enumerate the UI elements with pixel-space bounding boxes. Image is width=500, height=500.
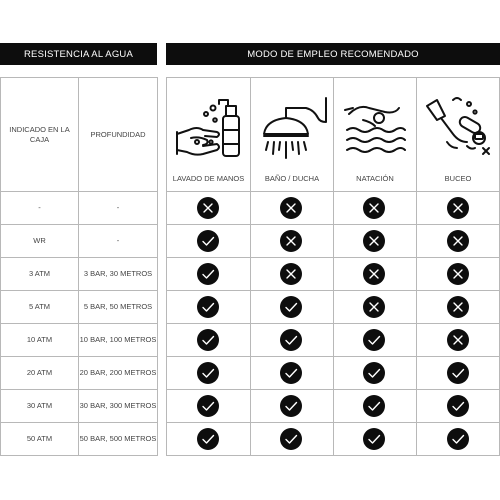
x-icon [447,329,469,351]
check-icon [447,428,469,450]
check-icon [280,329,302,351]
check-icon [280,395,302,417]
activity-label-hand-washing: LAVADO DE MANOS [172,174,245,184]
check-icon [197,263,219,285]
x-icon [280,230,302,252]
check-icon [363,428,385,450]
row-depth-cell: 20 BAR, 200 METROS [79,368,157,378]
check-icon [363,329,385,351]
row-indicated-cell: 10 ATM [26,335,53,345]
activity-label-diving: BUCEO [444,174,472,184]
row-indicated-cell: - [38,203,41,213]
check-icon [197,230,219,252]
x-icon [447,230,469,252]
check-icon [197,329,219,351]
x-icon [280,197,302,219]
recommended-use-header: MODO DE EMPLEO RECOMENDADO [166,43,500,65]
check-icon [447,395,469,417]
x-icon [447,197,469,219]
check-icon [363,362,385,384]
activity-label-shower: BAÑO / DUCHA [264,174,320,184]
x-icon [363,296,385,318]
diving-icon [423,92,495,164]
water-resistance-header: RESISTENCIA AL AGUA [0,43,157,65]
swimming-icon [339,92,411,164]
row-depth-cell: 10 BAR, 100 METROS [79,335,157,345]
check-icon [197,362,219,384]
depth-column-header: PROFUNDIDAD [90,129,146,139]
check-icon [280,428,302,450]
row-depth-cell: 5 BAR, 50 METROS [83,302,153,312]
check-icon [197,428,219,450]
check-icon [280,362,302,384]
check-icon [363,395,385,417]
row-depth-cell: 50 BAR, 500 METROS [79,434,157,444]
x-icon [447,296,469,318]
row-depth-cell: 30 BAR, 300 METROS [79,401,157,411]
row-indicated-cell: 3 ATM [28,269,51,279]
x-icon [363,263,385,285]
check-icon [197,296,219,318]
row-depth-cell: 3 BAR, 30 METROS [83,269,153,279]
x-icon [363,230,385,252]
row-depth-cell: - [116,236,120,246]
hand-washing-icon [173,92,245,164]
x-icon [280,263,302,285]
check-icon [447,362,469,384]
activity-label-swimming: NATACIÓN [356,174,394,184]
shower-icon [256,92,328,164]
x-icon [447,263,469,285]
row-indicated-cell: WR [33,236,46,246]
x-icon [363,197,385,219]
row-indicated-cell: 5 ATM [28,302,51,312]
row-indicated-cell: 30 ATM [26,401,53,411]
indicated-column-header: INDICADO EN LA CAJA [9,125,70,144]
row-depth-cell: - [116,203,120,213]
row-indicated-cell: 20 ATM [26,368,53,378]
check-icon [197,395,219,417]
x-icon [197,197,219,219]
row-indicated-cell: 50 ATM [26,434,53,444]
check-icon [280,296,302,318]
